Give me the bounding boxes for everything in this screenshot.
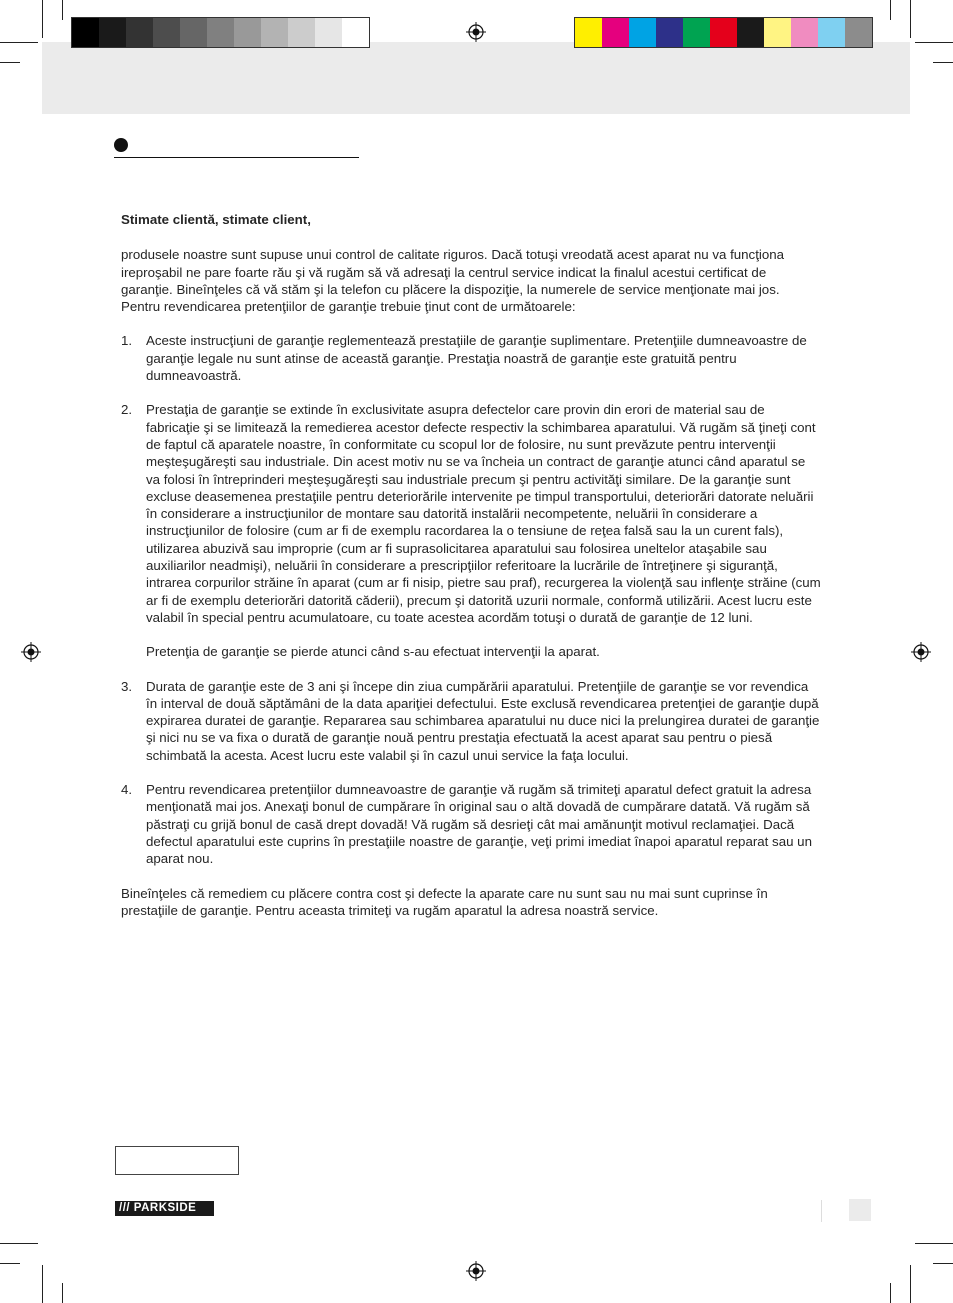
crop-mark-top-left-v2 [62,0,63,20]
item-paragraph: Aceste instrucţiuni de garanţie reglementează prestaţiile de garanţie suplimentare. Pretenţiile dumneavoastre de garanţie legale nu sunt atinse de această garanţie. Prestaţia noastră de garanţie este gratuită pentru dumneavoastră. [146,333,807,384]
header-band [42,42,910,114]
color-swatch [656,18,683,47]
warranty-text [121,211,821,936]
crop-mark-bottom-right-h2 [933,1263,953,1264]
crop-mark-top-right-h [915,42,953,43]
crop-mark-bottom-right-h [915,1243,953,1244]
grayscale-color-bar [71,17,370,48]
blank-field-box [115,1146,239,1175]
color-swatch [288,18,315,47]
item-paragraph: Pentru revendicarea pretenţiilor dumneavoastre de garanţie vă rugăm să trimiteţi aparatul defect gratuit la adresa menţionată mai jos. Anexaţi bonul de cumpărare în original sau o altă dovadă de cumpărare datată. Vă rugăm să păstraţi cu grijă bonul de casă drept dovadă! Vă rugăm să desrieţi cât mai amănunţit motivul reclamaţiei. Dacă defectul aparatului este cuprins în prestaţiile noastre de garanţie, veţi primi imediat înapoi aparatul reparat sau un aparat nou. [146,782,812,867]
color-swatch [99,18,126,47]
color-swatch [180,18,207,47]
parkside-logo: /// PARKSIDE [115,1201,214,1216]
item-number: 1. [121,333,133,349]
list-item [121,332,821,384]
crop-mark-top-left-h [0,42,38,43]
color-swatch [764,18,791,47]
page-number-box [849,1199,871,1221]
item-paragraph: Pretenţia de garanţie se pierde atunci când s-au efectuat intervenţii la aparat. [146,644,600,660]
crop-mark-bottom-right-v [910,1265,911,1303]
color-swatch [72,18,99,47]
item-paragraph: Prestaţia de garanţie se extinde în exclusivitate asupra defectelor care provin din erori de material sau de fabricaţie şi se limitează la remedierea acestor defecte respectiv la schimbarea aparatului. Vă rugăm să ţineţi cont de faptul că aparatele noastre, în conformitate cu scopul lor de folosire, nu sunt prevăzute pentru intervenţii meşteşugăreşti sau industriale. Din acest motiv nu se va încheia un contract de garanţie atunci când aparatul se va folosi în întreprinderi meşteşugăreşti sau industriale precum şi pentru activităţi similare. De la garanţie sunt excluse deasemenea prestaţiile pentru deteriorările intervenite pe timpul transportului, deteriorări datorate neluării în considerare a instrucţiunilor de montare sau datorită instalării necompetente, neluării în considerare a instrucţiunilor de folosire (cum ar fi de exemplu racordarea la o tensiune de reţea falsă sau la un curent fals), utilizarea abuzivă sau improprie (cum ar fi suprasolicitarea aparatului sau folosirea uneltelor ataşabile sau auxiliarilor neadmişi), neluării în considerare a prescripţiilor referitoare la lucrările de întreţinere şi siguranţă, intrarea corpurilor străine în aparat (cum ar fi nisip, pietre sau praf), recurgerea la violenţă sau inflenţe străine (cum ar fi de exemplu deteriorări datorită căderii), precum şi datorită uzurii normale, conformă utilizării. Acest lucru este valabil în special pentru acumulatoare, cu toate acestea acordăm totuşi o durată de garanţie de 12 luni. [146,402,821,625]
color-swatch [602,18,629,47]
crop-mark-top-right-v [910,0,911,38]
color-swatch [710,18,737,47]
crop-mark-bottom-left-h2 [0,1263,20,1264]
section-bullet-icon [114,138,128,152]
color-swatch [629,18,656,47]
color-swatch [126,18,153,47]
list-item [121,678,821,764]
closing-paragraph: Bineînţeles că remediem cu plăcere contra cost şi defecte la aparate care nu sunt sau nu mai sunt cuprinse în prestaţiile de garanţie. Pentru aceasta trimiteţi va rugăm aparatul la adresa noastră service. [121,885,768,918]
registration-mark-icon [911,642,931,662]
heading-underline [114,157,359,158]
intro-paragraph: produsele noastre sunt supuse unui control de calitate riguros. Dacă totuşi vreodată acest aparat nu va funcţiona ireproşabil ne pare foarte rău şi vă rugăm să vă adresaţi la centrul service indicat la finalul acestui certificat de garanţie. Bineînţeles că vă stăm şi la telefon cu plăcere la dispoziţie, la numerele de service menţionate mai jos. Pentru revendicarea pretenţiilor de garanţie trebuie ţinut cont de următoarele: [121,247,785,315]
color-swatch [261,18,288,47]
crop-mark-top-left-h2 [0,62,20,63]
color-swatch [575,18,602,47]
color-swatch [737,18,764,47]
item-number: 3. [121,678,133,694]
page-divider [821,1200,822,1222]
item-number: 4. [121,782,133,798]
crop-mark-top-left-v [42,0,43,38]
crop-mark-bottom-right-v2 [890,1283,891,1303]
color-swatch [342,18,369,47]
list-item [121,781,821,867]
crop-mark-bottom-left-v2 [62,1283,63,1303]
process-color-bar [574,17,873,48]
color-swatch [315,18,342,47]
crop-mark-top-right-h2 [933,62,953,63]
item-number: 2. [121,402,133,418]
registration-mark-icon [21,642,41,662]
salutation: Stimate clientă, stimate client, [121,212,311,227]
crop-mark-top-right-v2 [890,0,891,20]
color-swatch [683,18,710,47]
registration-mark-icon [466,22,486,42]
color-swatch [234,18,261,47]
crop-mark-bottom-left-v [42,1265,43,1303]
color-swatch [791,18,818,47]
color-swatch [845,18,872,47]
registration-mark-icon [466,1261,486,1281]
color-swatch [818,18,845,47]
color-swatch [153,18,180,47]
color-swatch [207,18,234,47]
crop-mark-bottom-left-h [0,1243,38,1244]
list-item [121,401,821,660]
item-paragraph: Durata de garanţie este de 3 ani şi începe din ziua cumpărării aparatului. Pretenţiile de garanţie se vor revendica în interval de două săptămâni de la data apariţiei defectului. Este exclusă revendicarea pretenţiei de garanţie după expirarea duratei de garanţie. Repararea sau schimbarea aparatului nu duce nici la prelungirea duratei de garanţie şi nici nu se va fixa o durată de garanţie nouă pentru prestaţia efectuată la acest aparat sau pentru o piesă schimbată la acesta. Acest lucru este valabil şi în cazul unui service la faţa locului. [146,678,820,763]
